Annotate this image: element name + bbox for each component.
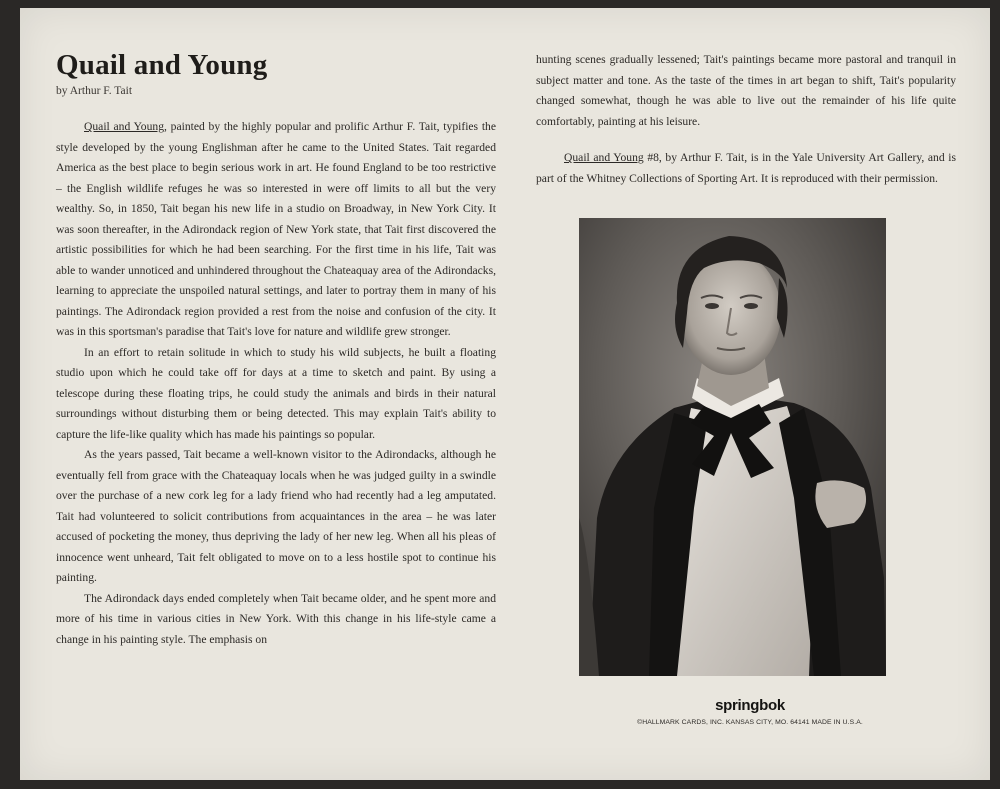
portrait-photograph: [579, 218, 886, 676]
article-right-column: [536, 50, 956, 189]
paragraph-2: In an effort to retain solitude in which to study his wild subjects, he built a floating studio upon which he could take off for days at a time to sketch and paint. By using a telescope during these floating trips, he could study the animals and birds in their natural surroundings without disturbing them or being detected. This may explain Tait's ability to capture the life-like quality which has made his paintings so popular.: [56, 345, 496, 441]
copyright-notice: ©HALLMARK CARDS, INC. KANSAS CITY, MO. 64141 MADE IN U.S.A.: [637, 719, 863, 726]
article-title: Quail and Young: [56, 49, 268, 81]
paragraph-1: [56, 117, 496, 343]
springbok-logo: springbok: [715, 697, 785, 714]
paragraph-4: The Adirondack days ended completely when Tait became older, and he spent more and more of his time in various cities in New York. With this change in his life-style came a change in his painting style. The emphasis on: [56, 591, 496, 646]
credit-paragraph: [536, 148, 956, 189]
article-left-column: [56, 48, 496, 650]
paragraph-3: As the years passed, Tait became a well-known visitor to the Adirondacks, although he eventually fell from grace with the Chateaquay locals when he was judged guilty in a swindle over the purchase of a new cork leg for a lady friend who had recently had a leg amputated. Tait had volunteered to solicit contributions from acquaintances in the area – he was later accused of pocketing the money, thus depriving the lady of her new leg. When all his pleas of innocence went unheard, Tait felt obligated to move on to a less hostile spot to continue his painting.: [56, 448, 496, 584]
paragraph-1-text: , painted by the highly popular and prolific Arthur F. Tait, typifies the style developed by the young Englishman after he came to the United States. Tait regarded America as the best place to begin serious work in art. He found England to be too restrictive – the English wildlife refuges he was so interested in were off limits to all but the very wealthy. So, in 1850, Tait began his new life in a studio on Broadway, in New York City. It was soon thereafter, in the Adirondack region of New York state, that Tait first discovered the artistic possibilities for which he had been searching. For the first time in his life, Tait was able to wander unnoticed and unhindered throughout the Chateaquay area of the Adirondacks, learning to appreciate the unspoiled natural settings, and later to portray them in many of his paintings. The Adirondack region provided a rest from the noise and confusion of the city. It was in this sportsman's paradise that Tait's love for nature and wildlife grew stronger.: [56, 120, 496, 338]
paragraph-continuation: hunting scenes gradually lessened; Tait's paintings became more pastoral and tranquil in subject matter and tone. As the taste of the times in art began to shift, Tait's popularity changed somewhat, though he was able to live out the remainder of his life quite comfortably, painting at his leisure.: [536, 53, 956, 128]
article-body-continued: [536, 50, 956, 189]
article-body: [56, 117, 496, 650]
credit-painting-title: Quail and Young: [564, 151, 644, 164]
painting-title-reference: Quail and Young: [84, 120, 164, 133]
article-byline: by Arthur F. Tait: [56, 85, 133, 97]
credit-text: #8, by Arthur F. Tait, is in the Yale University Art Gallery, and is part of the Whitney Collections of Sporting Art. It is reproduced with their permission.: [536, 151, 957, 185]
